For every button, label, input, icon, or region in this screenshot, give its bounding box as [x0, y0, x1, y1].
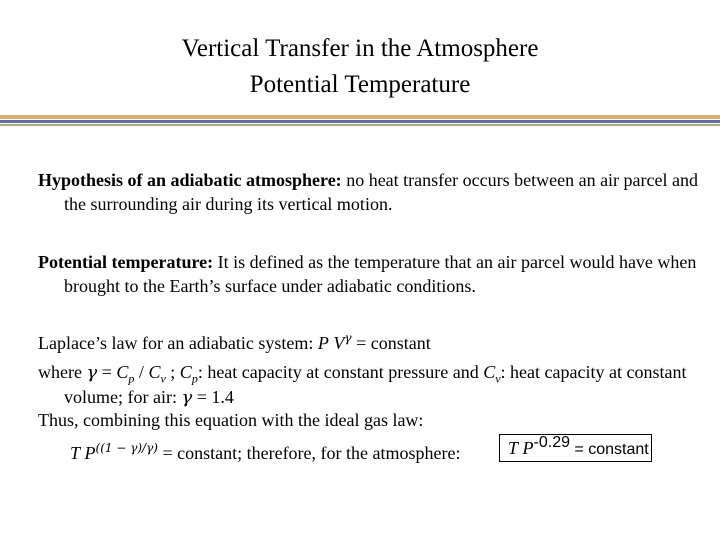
boxed-result-equation	[499, 434, 652, 462]
where-prefix: where	[38, 362, 87, 382]
adiabatic-hypothesis-paragraph	[38, 168, 720, 216]
final-text: = constant; therefore, for the atmosphere:	[157, 443, 461, 463]
final-exponent: ((1 − γ)/γ)	[95, 441, 158, 455]
potential-temperature-paragraph	[38, 250, 720, 298]
laplace-equals: = constant	[356, 333, 431, 353]
cv-description-1: : heat capacity at	[500, 362, 622, 382]
cv-subscript-2: v	[495, 371, 501, 386]
laplace-law-line	[38, 331, 431, 355]
cp-subscript: p	[128, 371, 135, 386]
title-line-2: Potential Temperature	[249, 71, 471, 98]
title-divider-blue	[0, 120, 720, 123]
where-eq: =	[97, 362, 117, 382]
potential-temperature-heading: Potential temperature:	[38, 252, 214, 272]
where-semicolon: ;	[165, 362, 180, 382]
cv-subscript: v	[160, 371, 166, 386]
adiabatic-hypothesis-heading: Hypothesis of an adiabatic atmosphere:	[38, 170, 342, 190]
boxed-exponent: -0.29	[533, 434, 570, 451]
adiabatic-hypothesis-text: no heat transfer occurs between an air parcel and the surrounding air during its vertical motion.	[64, 170, 699, 214]
thus-line: Thus, combining this equation with the ideal gas law:	[38, 410, 424, 430]
boxed-text: = constant	[569, 441, 649, 458]
title-divider-tan	[0, 124, 720, 126]
gamma-symbol: γ	[86, 362, 98, 383]
laplace-intro: Laplace’s law for an adiabatic system:	[38, 333, 318, 353]
cp-symbol-2: C	[179, 362, 192, 382]
gamma-symbol-2: γ	[181, 387, 193, 408]
where-slash: /	[134, 362, 149, 382]
cv-description-2: constant volume; for air:	[64, 362, 687, 407]
boxed-T: T	[508, 438, 519, 458]
boxed-P: P	[522, 438, 534, 458]
slide-title	[0, 31, 720, 103]
title-divider-gold	[0, 115, 720, 119]
laplace-P: P	[317, 333, 329, 353]
final-P: P	[84, 443, 96, 463]
where-definition	[38, 360, 720, 410]
final-equation-line	[70, 441, 461, 465]
cv-symbol-2: C	[483, 362, 496, 382]
gamma-value: = 1.4	[192, 387, 234, 407]
laplace-gamma: γ	[344, 331, 352, 345]
cp-description: : heat capacity at constant pressure and	[197, 362, 484, 382]
cp-symbol: C	[116, 362, 129, 382]
potential-temperature-text: It is defined as the temperature that an air parcel would have when brought to the Earth’s surface under adiabatic conditions.	[64, 252, 697, 296]
cv-symbol: C	[148, 362, 161, 382]
title-line-1: Vertical Transfer in the Atmosphere	[181, 35, 539, 62]
final-T: T	[70, 443, 81, 463]
cp-subscript-2: p	[191, 371, 198, 386]
laplace-V: V	[333, 333, 345, 353]
